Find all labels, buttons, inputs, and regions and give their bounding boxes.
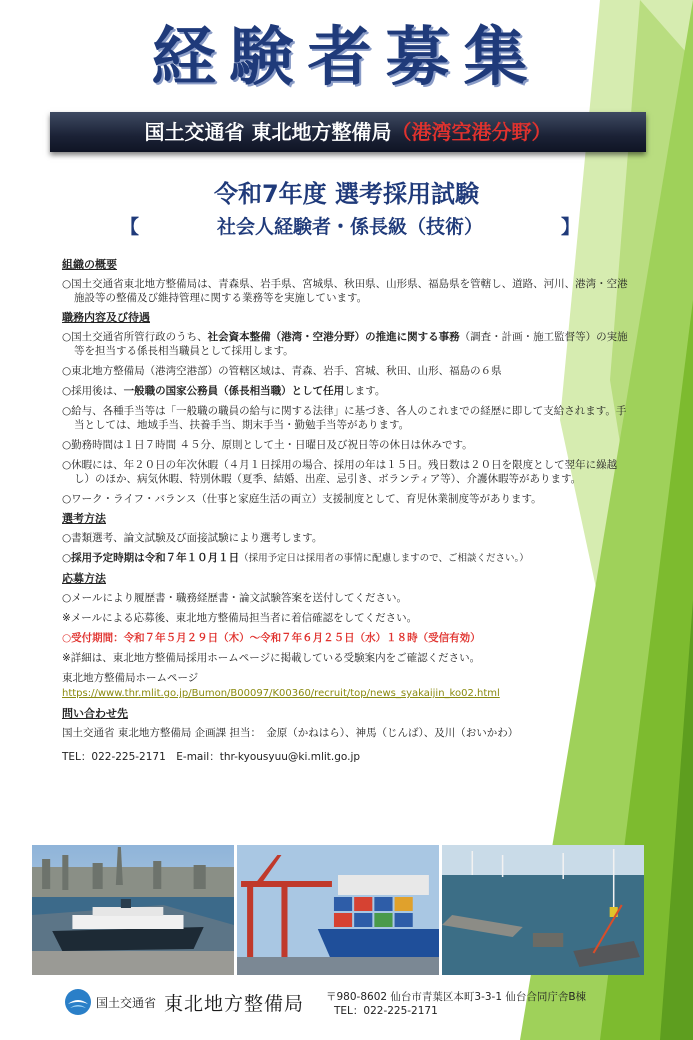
method-p2-bold: ○採用予定時期は令和７年１０月１日: [62, 552, 240, 564]
container-terminal-photo: [237, 845, 439, 975]
apply-paragraph-1: ○メールにより履歴書・職務経歴書・論文試験答案を送付してください。: [62, 592, 407, 604]
duty-p1-c: （調査・計画・施工監督等）の実施等を担当する係長相当職員として採用します。: [74, 331, 628, 357]
mlit-logo-icon: [64, 988, 92, 1016]
offshore-wind-photo: [442, 845, 644, 975]
main-content: [62, 254, 632, 770]
duty-p3-a: ○採用後は、: [62, 385, 124, 397]
bracket-close: 】: [560, 216, 580, 238]
contact-person: 国土交通省 東北地方整備局 企画課 担当： 金原（かねはら）、神馬（じんば）、及川（おいかわ）: [62, 727, 519, 739]
organization-banner: [50, 112, 646, 152]
duty-paragraph-5: ○勤務時間は１日７時間 ４５分、原則として土・日曜日及び祝日等の休日は休みです。: [62, 439, 473, 451]
exam-title: 令和7年度 選考採用試験: [213, 180, 480, 208]
homepage-link[interactable]: https://www.thr.mlit.go.jp/Bumon/B00097/K00360/recruit/top/news_syakaijin_ko02.html: [62, 688, 500, 699]
footer-address: [326, 990, 586, 1018]
footer-tel: TEL：022-225-2171: [334, 1005, 438, 1017]
apply-deadline: ○受付期間：令和７年５月２９日（木）～令和７年６月２５日（水）１８時（受信有効）: [62, 632, 481, 644]
address-line: 〒980-8602 仙台市青葉区本町3-3-1 仙台合同庁舎B棟: [326, 991, 587, 1003]
cruise-ship-port-photo: [32, 845, 234, 975]
banner-org-name: 国土交通省 東北地方整備局: [144, 120, 392, 144]
duty-p3-c: します。: [344, 385, 386, 397]
logo-ministry-text: 国土交通省: [96, 995, 157, 1010]
method-p2-note: （採用予定日は採用者の事情に配慮しますので、ご相談ください。）: [239, 553, 529, 564]
org-paragraph: ○国土交通省東北地方整備局は、青森県、岩手県、宮城県、秋田県、山形県、福島県を管轄し、道路、河川、港湾・空港施設等の整備及び維持管理に関する業務等を実施しています。: [62, 278, 628, 304]
duty-paragraph-6: ○休暇には、年２０日の年次休暇（４月１日採用の場合、採用の年は１５日。残日数は２０日を限度として翌年に繰越し）のほか、病気休暇、特別休暇（夏季、結婚、出産、忌引き、ボランティア等）、介護休暇等があります。: [62, 459, 618, 485]
page-title: 経験者募集: [151, 21, 542, 95]
apply-paragraph-4: ※詳細は、東北地方整備局採用ホームページに掲載している受験案内をご確認ください。: [62, 652, 481, 664]
banner-highlight: （港湾空港分野）: [391, 120, 552, 144]
exam-subtitle-text: 社会人経験者・係長級（技術）: [216, 216, 483, 238]
duty-p1-bold: 社会資本整備（港湾・空港分野）の推進に関する事務: [207, 331, 460, 343]
logo-bureau-text: 東北地方整備局: [164, 992, 305, 1015]
footer-logo: [64, 988, 304, 1016]
apply-paragraph-2: ※メールによる応募後、東北地方整備局担当者に着信確認をしてください。: [62, 612, 418, 624]
bracket-open: 【: [120, 216, 140, 238]
duty-p3-bold: 一般職の国家公務員（係長相当職）として任用: [123, 385, 345, 397]
section-heading-org: 組織の概要: [62, 258, 117, 271]
duty-paragraph-7: ○ワーク・ライフ・バランス（仕事と家庭生活の両立）支援制度として、育児休業制度等があります。: [62, 493, 542, 505]
exam-subtitle: [120, 212, 580, 239]
method-paragraph-1: ○書類選考、論文試験及び面接試験により選考します。: [62, 532, 323, 544]
method-paragraph-2: [62, 551, 632, 566]
duty-paragraph-2: ○東北地方整備局（港湾空港部）の管轄区域は、青森、岩手、宮城、秋田、山形、福島の６県: [62, 365, 502, 377]
section-heading-apply: 応募方法: [62, 572, 106, 585]
duty-paragraph-1: [62, 330, 632, 358]
photo-strip: [32, 845, 644, 975]
contact-tel-email: TEL：022-225-2171 E-mail：thr-kyousyuu@ki.mlit.go.jp: [62, 751, 361, 763]
duty-p1-a: ○国土交通省所管行政のうち、: [62, 331, 208, 343]
section-heading-method: 選考方法: [62, 512, 106, 525]
section-heading-contact: 問い合わせ先: [62, 707, 128, 720]
homepage-label: 東北地方整備局ホームページ: [62, 672, 199, 684]
duty-paragraph-4: ○給与、各種手当等は「一般職の職員の給与に関する法律」に基づき、各人のこれまでの経歴に即して支給されます。手当としては、地域手当、扶養手当、期末手当・勤勉手当等があります。: [62, 405, 627, 431]
section-heading-duty: 職務内容及び待遇: [62, 311, 150, 324]
duty-paragraph-3: [62, 384, 632, 398]
